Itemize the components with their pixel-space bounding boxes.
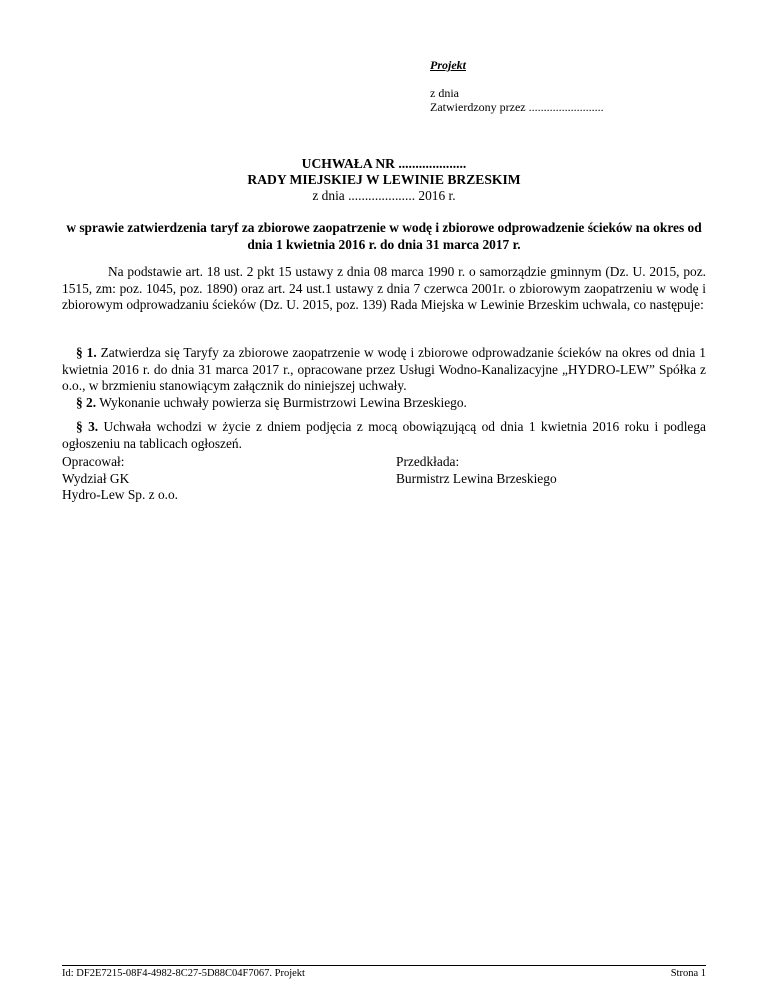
section-2 [62,395,706,412]
submitted-by-block [396,454,557,487]
resolution-subject: w sprawie zatwierdzenia taryf za zbiorowe zaopatrzenie w wodę i zbiorowe odprowadzenie ścieków na okres od dnia 1 kwietnia 2016 r. do dnia 31 marca 2017 r. [66,220,702,252]
section-3-marker: § 3. [76,419,99,434]
resolution-number: UCHWAŁA NR .................... [301,156,467,171]
prepared-by-company: Hydro-Lew Sp. z o.o. [62,487,179,502]
resolution-date: z dnia .................... 2016 r. [312,188,456,203]
document-id: Id: DF2E7215-08F4-4982-8C27-5D88C04F7067. Projekt [62,968,305,979]
council-name: RADY MIEJSKIEJ W LEWINIE BRZESKIM [247,172,521,187]
project-date-line: z dnia [430,86,459,100]
section-2-marker: § 2. [76,395,97,410]
section-1-marker: § 1. [76,345,97,360]
submitted-by-name: Burmistrz Lewina Brzeskiego [396,470,557,486]
prepared-by-department: Wydział GK [62,470,130,486]
section-1-text: Zatwierdza się Taryfy za zbiorowe zaopatrzenie w wodę i zbiorowe odprowadzanie ścieków na okres od dnia 1 kwietnia 2016 r. do dnia 31 marca 2017 r., opracowane przez Usługi Wodno-Kanalizacyjne „HYDRO-LEW” Spółka z o.o., w brzmieniu stanowiącym załącznik do niniejszej uchwały. [62,345,706,393]
section-3 [62,419,706,452]
legal-basis-paragraph: Na podstawie art. 18 ust. 2 pkt 15 ustawy z dnia 08 marca 1990 r. o samorządzie gminnym (Dz. U. 2015, poz. 1515, zm: poz. 1045, poz. 1890) oraz art. 24 ust.1 ustawy z dnia 7 czerwca 2001r. o zbiorowym zaopatrzeniu w wodę i zbiorowym odprowadzaniu ścieków (Dz. U. 2015, poz. 139) Rada Miejska w Lewinie Brzeskim uchwala, co następuje: [62,264,706,312]
page-number: Strona 1 [670,968,706,979]
section-3-text: Uchwała wchodzi w życie z dniem podjęcia z mocą obowiązującą od dnia 1 kwietnia 2016 roku i podlega ogłoszeniu na tablicach ogłoszeń. [62,419,706,451]
submitted-by-label: Przedkłada: [396,454,460,469]
project-approved-line: Zatwierdzony przez ......................... [430,100,604,114]
section-2-text: Wykonanie uchwały powierza się Burmistrzowi Lewina Brzeskiego. [99,395,467,410]
section-1 [62,345,706,395]
project-label: Projekt [430,58,466,72]
prepared-by-block [62,454,178,504]
footer-divider [62,965,706,966]
prepared-by-label: Opracował: [62,454,125,469]
